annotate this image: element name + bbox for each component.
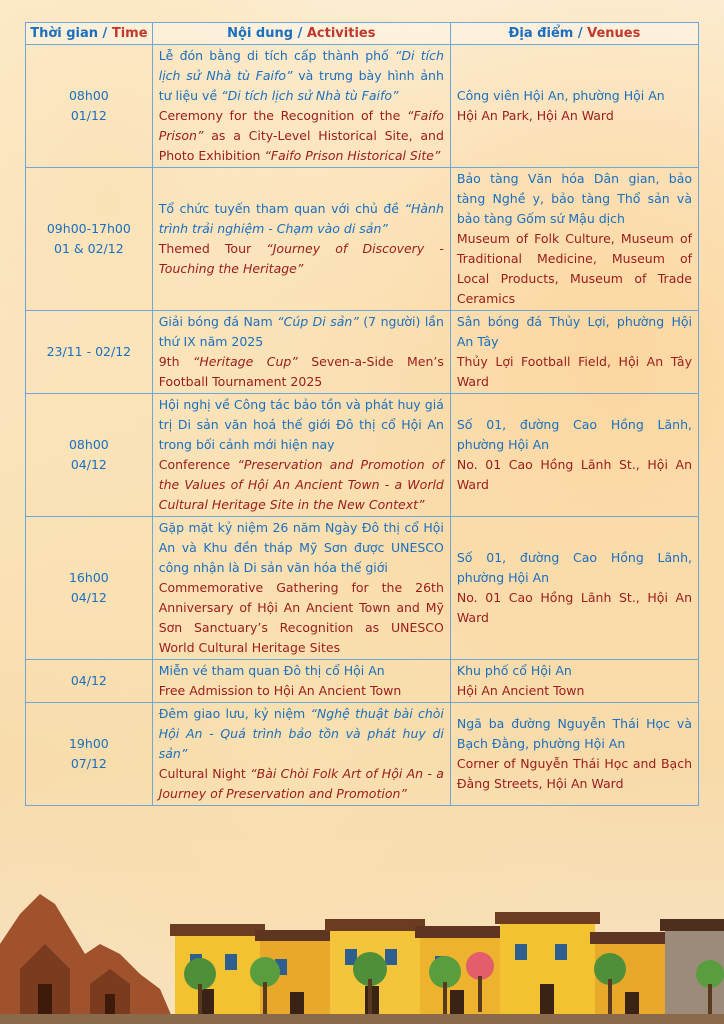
venue-cell (450, 394, 698, 517)
time-value: 23/11 - 02/12 (46, 344, 132, 359)
activities-header-en: Activities (306, 25, 376, 41)
venue-cell (450, 311, 698, 394)
activity-vi-text (159, 704, 444, 764)
venue-vi-text: Sân bóng đá Thủy Lợi, phường Hội An Tây (456, 314, 692, 349)
text-segment: Seven-a-Side Men’s Football Tournament 2025 (158, 354, 444, 389)
activity-en-text (159, 764, 444, 804)
time-cell (26, 660, 153, 703)
text-segment: Ceremony for the Recognition of the (158, 108, 408, 123)
activity-en-text (159, 455, 444, 515)
activity-vi-text (159, 395, 444, 455)
text-segment: “Faifo Prison Historical Site” (264, 148, 441, 163)
table-row (26, 45, 699, 168)
text-segment: Lễ đón bằng di tích cấp thành phố (158, 48, 395, 63)
text-segment: và trưng bày hình ảnh tư liệu về (158, 68, 444, 103)
venue-en-text: Hội An Ancient Town (456, 683, 585, 698)
time-header-en: Time (111, 25, 148, 41)
activity-en-text (159, 578, 444, 658)
table-row (26, 517, 699, 660)
text-segment: “Bài Chòi Folk Art of Hội An - a Journey of Preservation and Promotion” (158, 766, 444, 801)
text-segment: Conference (158, 457, 238, 472)
text-segment: Giải bóng đá Nam (158, 314, 278, 329)
time-cell (26, 45, 153, 168)
activity-en-text (159, 681, 444, 701)
venue-en-text: Thủy Lợi Football Field, Hội An Tây Ward (456, 354, 692, 389)
venue-vi-text: Công viên Hội An, phường Hội An (456, 88, 665, 103)
text-segment: Commemorative Gathering for the 26th Anniversary of Hội An Ancient Town and Mỹ Sơn Sanctuary’s Recognition as UNESCO World Cultural Heritage Sites (158, 580, 444, 655)
venue-vi-text: Khu phố cổ Hội An (456, 663, 572, 678)
schedule-body (26, 45, 699, 806)
text-segment: “Di tích lịch sử Nhà tù Faifo” (221, 88, 399, 103)
activity-cell (152, 517, 450, 660)
text-segment: Tổ chức tuyến tham quan với chủ đề (158, 201, 405, 216)
text-segment: “Heritage Cup” (192, 354, 298, 369)
activity-cell (152, 703, 450, 806)
venue-vi-text: Bảo tàng Văn hóa Dân gian, bảo tàng Nghề y, bảo tàng Thổ sản và bảo tàng Gốm sứ Mậu dịch (456, 171, 692, 226)
activity-vi-text (159, 46, 444, 106)
venues-header-vi: Địa điểm / (508, 25, 588, 41)
venue-cell (450, 45, 698, 168)
time-value: 04/12 (70, 673, 107, 688)
venues-column-header (450, 23, 698, 45)
street (0, 1014, 724, 1024)
text-segment: “Preservation and Promotion of the Values of Hội An Ancient Town - a World Cultural Heritage Site in the New Context” (158, 457, 444, 512)
time-column-header (26, 23, 153, 45)
activity-en-text (159, 106, 444, 166)
table-row (26, 168, 699, 311)
time-value: 01 & 02/12 (54, 241, 124, 256)
venue-vi-text: Ngã ba đường Nguyễn Thái Học và Bạch Đằng, phường Hội An (456, 716, 692, 751)
text-segment: “Journey of Discovery - Touching the Heritage” (158, 241, 444, 276)
text-segment: “Hành trình trải nghiệm - Chạm vào di sản” (158, 201, 444, 236)
time-cell (26, 168, 153, 311)
activity-cell (152, 311, 450, 394)
text-segment: Cultural Night (158, 766, 251, 781)
time-cell (26, 394, 153, 517)
text-segment: 9th (158, 354, 193, 369)
schedule-table (25, 22, 699, 806)
activity-cell (152, 168, 450, 311)
venue-cell (450, 168, 698, 311)
my-son-tower (0, 894, 175, 1024)
heritage-illustration (0, 874, 724, 1024)
activity-vi-text (159, 661, 444, 681)
activity-cell (152, 45, 450, 168)
activity-vi-text (159, 199, 444, 239)
table-row (26, 311, 699, 394)
text-segment: “Nghệ thuật bài chòi Hội An - Quá trình bảo tồn và phát huy di sản” (158, 706, 444, 761)
time-cell (26, 703, 153, 806)
time-value: 09h00-17h00 (46, 221, 131, 236)
venue-cell (450, 660, 698, 703)
time-value: 04/12 (70, 457, 107, 472)
text-segment: Đêm giao lưu, kỷ niệm (158, 706, 311, 721)
text-segment: Themed Tour (158, 241, 267, 256)
time-value: 16h00 (68, 570, 109, 585)
time-header-vi: Thời gian / (30, 25, 112, 41)
activity-vi-text (159, 518, 444, 578)
activity-cell (152, 660, 450, 703)
activity-cell (152, 394, 450, 517)
text-segment: Miễn vé tham quan Đô thị cổ Hội An (158, 663, 385, 678)
text-segment: (7 người) lần thứ IX năm 2025 (158, 314, 444, 349)
venue-vi-text: Số 01, đường Cao Hồng Lãnh, phường Hội An (456, 550, 692, 585)
time-value: 08h00 (68, 437, 109, 452)
time-value: 08h00 (68, 88, 109, 103)
time-cell (26, 517, 153, 660)
time-value: 07/12 (70, 756, 107, 771)
text-segment: as a City-Level Historical Site, and Photo Exhibition (158, 128, 444, 163)
table-row (26, 703, 699, 806)
table-row (26, 394, 699, 517)
activity-en-text (159, 352, 444, 392)
text-segment: “Faifo Prison” (158, 108, 444, 143)
text-segment: Gặp mặt kỷ niệm 26 năm Ngày Đô thị cổ Hội An và Khu đền tháp Mỹ Sơn được UNESCO công nhận là Di sản văn hóa thế giới (158, 520, 444, 575)
venue-en-text: Museum of Folk Culture, Museum of Traditional Medicine, Museum of Local Products, Museum of Trade Ceramics (456, 231, 692, 306)
activities-column-header (152, 23, 450, 45)
venue-vi-text: Số 01, đường Cao Hồng Lãnh, phường Hội An (456, 417, 692, 452)
activities-header-vi: Nội dung / (227, 25, 307, 41)
venues-header-en: Venues (587, 25, 641, 41)
venue-cell (450, 703, 698, 806)
venue-cell (450, 517, 698, 660)
text-segment: “Di tích lịch sử Nhà tù Faifo” (158, 48, 444, 83)
venue-en-text: No. 01 Cao Hồng Lãnh St., Hội An Ward (456, 457, 692, 492)
time-value: 19h00 (68, 736, 109, 751)
time-value: 01/12 (70, 108, 107, 123)
text-segment: Hội nghị về Công tác bảo tồn và phát huy giá trị Di sản văn hoá thế giới Đô thị cổ Hội An trong bối cảnh mới hiện nay (158, 397, 444, 452)
time-cell (26, 311, 153, 394)
venue-en-text: No. 01 Cao Hồng Lãnh St., Hội An Ward (456, 590, 692, 625)
activity-vi-text (159, 312, 444, 352)
venue-en-text: Hội An Park, Hội An Ward (456, 108, 614, 123)
activity-en-text (159, 239, 444, 279)
table-row (26, 660, 699, 703)
table-header-row (26, 23, 699, 45)
venue-en-text: Corner of Nguyễn Thái Học and Bạch Đằng Streets, Hội An Ward (456, 756, 692, 791)
text-segment: Free Admission to Hội An Ancient Town (158, 683, 402, 698)
time-value: 04/12 (70, 590, 107, 605)
text-segment: “Cúp Di sản” (277, 314, 359, 329)
